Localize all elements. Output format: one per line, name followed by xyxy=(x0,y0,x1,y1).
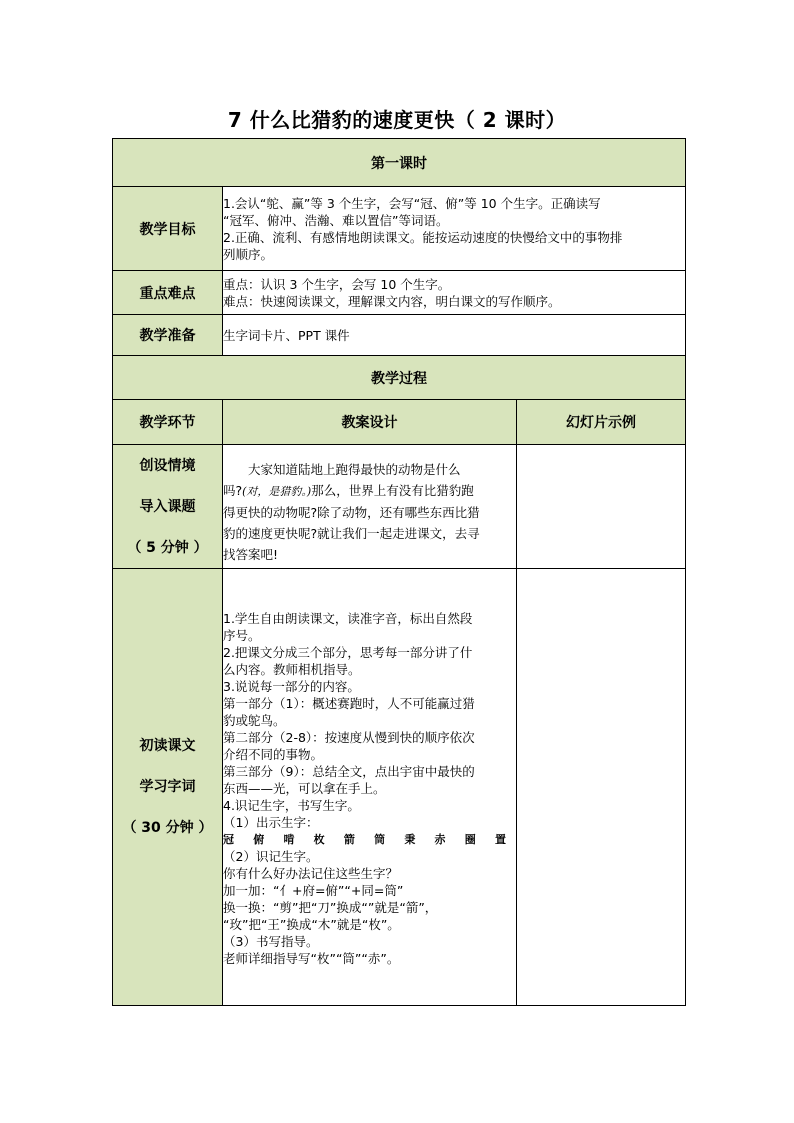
stage2-slides xyxy=(517,569,686,1006)
key-points-label: 重点难点 xyxy=(113,271,223,315)
stage2-line: 第二部分（2-8）：按速度从慢到快的顺序依次 xyxy=(223,730,475,745)
prep-label: 教学准备 xyxy=(113,315,223,356)
stage1-duration: （ 5 分钟 ） xyxy=(127,539,208,556)
stage2-line: 么内容。教师相机指导。 xyxy=(223,662,361,677)
stage1-label-line: 创设情境 xyxy=(139,457,196,474)
stage1-text: 吗? xyxy=(223,482,243,498)
page-title: 7 什么比猎豹的速度更快（ 2 课时） xyxy=(227,108,567,132)
new-character: 枚 xyxy=(313,833,325,846)
stage2-line: （3）书写指导。 xyxy=(223,934,319,949)
stage1-text: 那么，世界上有没有比猎豹跑 xyxy=(311,482,474,498)
key-point-line: 重点：认识 3 个生字，会写 10 个生字。 xyxy=(223,276,451,292)
stage2-line: 第一部分（1）：概述赛跑时，人不可能赢过猎 xyxy=(223,696,475,711)
stage2-line: （1）出示生字： xyxy=(223,815,319,830)
goals-row xyxy=(113,187,686,271)
new-character: 俯 xyxy=(253,833,265,846)
new-character: 箭 xyxy=(343,833,355,846)
stage2-line: 加一加：“亻+府=俯”“+同=筒” xyxy=(223,883,404,898)
column-header-row xyxy=(113,400,686,445)
stage2-line: 3.说说每一部分的内容。 xyxy=(223,679,360,694)
stage1-line: 得更快的动物呢?除了动物，还有哪些东西比猎 xyxy=(223,504,480,520)
stage1-label xyxy=(113,445,223,569)
new-character: 啃 xyxy=(283,833,295,846)
goals-line: 2.正确、流利、有感情地朗读课文。能按运动速度的快慢给文中的事物排 xyxy=(223,229,623,245)
goals-label: 教学目标 xyxy=(113,187,223,271)
new-character: 冠 xyxy=(223,833,234,846)
stage1-line: 豹的速度更快呢?就让我们一起走进课文，去寻 xyxy=(223,525,480,541)
stage2-line: 序号。 xyxy=(223,628,261,643)
new-character: 秉 xyxy=(404,833,416,846)
prep-content: 生字词卡片、PPT 课件 xyxy=(223,315,686,356)
stage2-line: 1.学生自由朗读课文，读准字音，标出自然段 xyxy=(223,611,473,626)
stage2-line: 你有什么好办法记住这些生字？ xyxy=(223,866,399,881)
stage2-line: 老师详细指导写“枚”“筒”“赤”。 xyxy=(223,951,400,966)
stage1-label-line: 导入课题 xyxy=(139,498,196,515)
stage1-line: 大家知道陆地上跑得最快的动物是什么 xyxy=(248,461,461,477)
stage2-row xyxy=(113,569,686,1006)
new-character: 赤 xyxy=(434,833,446,846)
new-characters-list xyxy=(223,831,516,848)
stage2-label-line: 学习字词 xyxy=(139,779,196,795)
new-character: 置 xyxy=(494,833,506,846)
lesson-plan-table xyxy=(112,138,686,1006)
stage2-line: 豹或鸵鸟。 xyxy=(223,713,286,728)
process-header-row xyxy=(113,356,686,400)
stage1-handwritten-note: (对，是猎豹。) xyxy=(242,484,312,498)
goals-line: “冠军、俯冲、浩瀚、难以置信”等词语。 xyxy=(223,212,449,228)
stage1-line: 找答案吧! xyxy=(223,546,279,562)
stage2-line: “玫”把“王”换成“木”就是“枚”。 xyxy=(223,917,400,932)
stage2-line: 东西——光，可以拿在手上。 xyxy=(223,781,386,796)
stage1-slides xyxy=(517,445,686,569)
stage1-design xyxy=(223,445,517,569)
stage2-line: 介绍不同的事物。 xyxy=(223,747,324,762)
lesson1-header: 第一课时 xyxy=(113,139,686,187)
key-points-row xyxy=(113,271,686,315)
stage-column-header: 教学环节 xyxy=(113,400,223,445)
stage2-label-line: 初读课文 xyxy=(139,738,196,754)
stage2-line: 4.识记生字，书写生字。 xyxy=(223,798,360,813)
design-column-header: 教案设计 xyxy=(223,400,517,445)
stage2-design xyxy=(223,569,517,1006)
stage1-row xyxy=(113,445,686,569)
stage2-line: （2）识记生字。 xyxy=(223,849,319,864)
key-points-content xyxy=(223,271,686,315)
stage2-line: 换一换：“剪”把“刀”换成“”就是“箭”， xyxy=(223,900,438,915)
stage2-label xyxy=(113,569,223,1006)
goals-content xyxy=(223,187,686,271)
new-character: 筒 xyxy=(374,833,386,846)
stage2-line: 第三部分（9）：总结全文，点出宇宙中最快的 xyxy=(223,764,475,779)
lesson1-header-row xyxy=(113,139,686,187)
goals-line: 1.会认“鸵、赢”等 3 个生字，会写“冠、俯”等 10 个生字。正确读写 xyxy=(223,195,601,211)
stage2-duration: （ 30 分钟 ） xyxy=(122,820,213,836)
stage1-line xyxy=(223,480,516,502)
prep-row xyxy=(113,315,686,356)
goals-line: 列顺序。 xyxy=(223,246,274,262)
process-header: 教学过程 xyxy=(113,356,686,400)
difficulty-line: 难点：快速阅读课文，理解课文内容，明白课文的写作顺序。 xyxy=(223,293,561,309)
stage2-line: 2.把课文分成三个部分，思考每一部分讲了什 xyxy=(223,645,473,660)
new-character: 圈 xyxy=(464,833,476,846)
slides-column-header: 幻灯片示例 xyxy=(517,400,686,445)
